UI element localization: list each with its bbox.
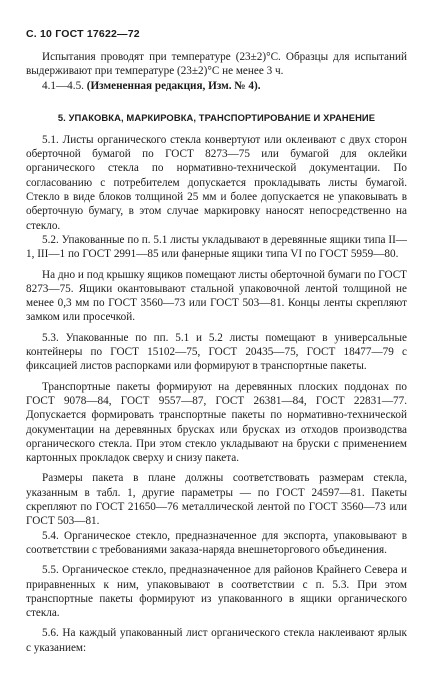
paragraph-5-4: 5.4. Органическое стекло, предназначенное для экспорта, упаковывают в соответствии с требованиями заказа-наряда внешнеторгового объединения. [26, 529, 407, 556]
paragraph-5-1: 5.1. Листы органического стекла конвертуют или оклеивают с двух сторон оберточной бумагой по ГОСТ 8273—75 или бумагой для оклейки органического стекла по нормативно-технической документации. По согласованию с потребителем допускается прокладывать листы бумагой. Стекло в виде блоков толщиной 25 мм и более допускается не упаковывать в оберточную бумагу, в этом случае маркировку наносят непосредственно на стекло. [26, 133, 407, 232]
paragraph-5-5: 5.5. Органическое стекло, предназначенное для районов Крайнего Севера и приравненных к ним, упаковывают в соответствии с п. 5.3. При этом транспортные пакеты формируют из упакованного в ящики органического стекла. [26, 564, 407, 620]
paragraph-5-6: 5.6. На каждый упакованный лист органического стекла наклеивают ярлык с указанием: [26, 627, 407, 654]
amendment-ref: 4.1—4.5. [42, 79, 84, 92]
amendment-note [26, 79, 407, 93]
section-title: 5. УПАКОВКА, МАРКИРОВКА, ТРАНСПОРТИРОВАНИЕ И ХРАНЕНИЕ [57, 111, 376, 123]
amendment-edition: (Измененная редакция, Изм. № 4). [86, 79, 261, 92]
page-header: С. 10 ГОСТ 17622—72 [26, 28, 140, 40]
intro-text: Испытания проводят при температуре (23±2)°С. Образцы для испытаний выдерживают при температуре (23±2)°С не менее 3 ч. [26, 51, 407, 78]
paragraph-5-3-pallets: Транспортные пакеты формируют на деревянных плоских поддонах по ГОСТ 9078—84, ГОСТ 9557—87, ГОСТ 26381—84, ГОСТ 22831—77. Допускается формировать транспортные пакеты по нормативно-технической документации на деревянных брусках или брусках из отходов производства органического стекла. При этом стекло укладывают на бруски с применением картонных прокладок сверху и снизу пакета. [26, 380, 407, 465]
paragraph-5-2: 5.2. Упакованные по п. 5.1 листы укладывают в деревянные ящики типа II—1, III—1 по ГОСТ 2991—85 или фанерные ящики типа VI по ГОСТ 5959—80. [26, 233, 407, 261]
paragraph-5-3-dimensions: Размеры пакета в плане должны соответствовать размерам стекла, указанным в табл. 1, другие параметры — по ГОСТ 24597—81. Пакеты скрепляют по ГОСТ 21650—76 металлической лентой по ГОСТ 3560—73 или ГОСТ 503—81. [26, 472, 407, 528]
intro-paragraph [26, 50, 407, 79]
paragraph-5-2-packing: На дно и под крышку ящиков помещают листы оберточной бумаги по ГОСТ 8273—75. Ящики окантовывают стальной упаковочной лентой толщиной не менее 0,3 мм по ГОСТ 3560—73 или ГОСТ 503—81. Концы ленты скрепляют замком или просечкой. [26, 268, 407, 324]
paragraph-5-3: 5.3. Упакованные по пп. 5.1 и 5.2 листы помещают в универсальные контейнеры по ГОСТ 15102—75, ГОСТ 20435—75, ГОСТ 18477—79 с фиксацией листов распорками или формируют в транспортные пакеты. [26, 331, 407, 373]
